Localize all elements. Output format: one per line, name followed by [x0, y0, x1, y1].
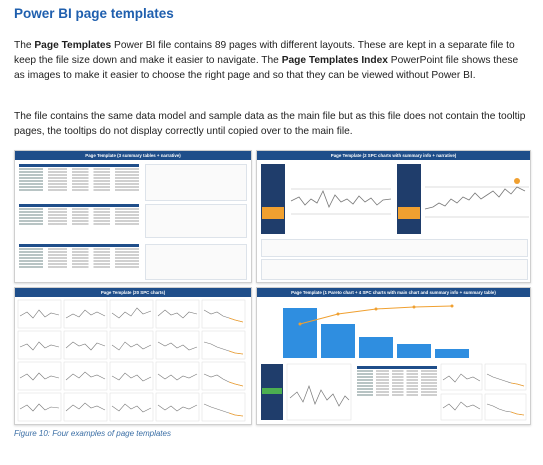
summary-table — [19, 164, 139, 192]
template-thumbnail-twenty-spc — [14, 287, 252, 425]
pareto-chart — [277, 304, 477, 359]
thumbnail-title: Page Template (3 summary tables + narrative) — [15, 151, 251, 160]
spc-chart-grid — [15, 298, 251, 424]
thumbnail-title: Page Template (20 SPC charts) — [15, 288, 251, 297]
narrative-box — [261, 239, 528, 257]
data-model-paragraph: The file contains the same data model and sample data as the main file but as this file does not contain the tooltip pages, the tooltips do not display correctly until copied over to the main file. — [14, 111, 526, 137]
summary-info-box — [261, 259, 528, 280]
template-thumbnail-summary-tables — [14, 150, 252, 283]
intro-paragraph: The Page Templates Power BI file contains 89 pages with different layouts. These are kept in a separate file to keep the file size down and make it easier to navigate. The Page Templates Index PowerPoint file shows these as images to make it easier to choose the right page and so that they can be viewed without Power BI. — [14, 40, 519, 81]
template-thumbnail-two-spc — [256, 150, 531, 283]
summary-table — [19, 204, 139, 226]
thumbnail-title: Page Template (2 SPC charts with summary info + narrative) — [257, 151, 530, 160]
section-heading: Power BI page templates — [14, 6, 174, 21]
spc-chart — [425, 169, 529, 227]
page-templates-bold: Page Templates — [34, 40, 112, 51]
spc-chart — [291, 169, 391, 227]
figure-caption: Figure 10: Four examples of page templates — [14, 429, 171, 438]
spc-chart-main — [287, 364, 351, 420]
spc-chart-grid — [441, 364, 527, 420]
narrative-box — [145, 164, 247, 201]
summary-table — [19, 244, 139, 269]
summary-table — [357, 366, 437, 397]
page-templates-index-bold: Page Templates Index — [281, 55, 388, 66]
narrative-box — [145, 244, 247, 280]
narrative-box — [145, 204, 247, 238]
thumbnail-title: Page Template (1 Pareto chart + 4 SPC charts with main chart and summary info + summary table) — [257, 288, 530, 297]
template-thumbnail-pareto-spc — [256, 287, 531, 425]
